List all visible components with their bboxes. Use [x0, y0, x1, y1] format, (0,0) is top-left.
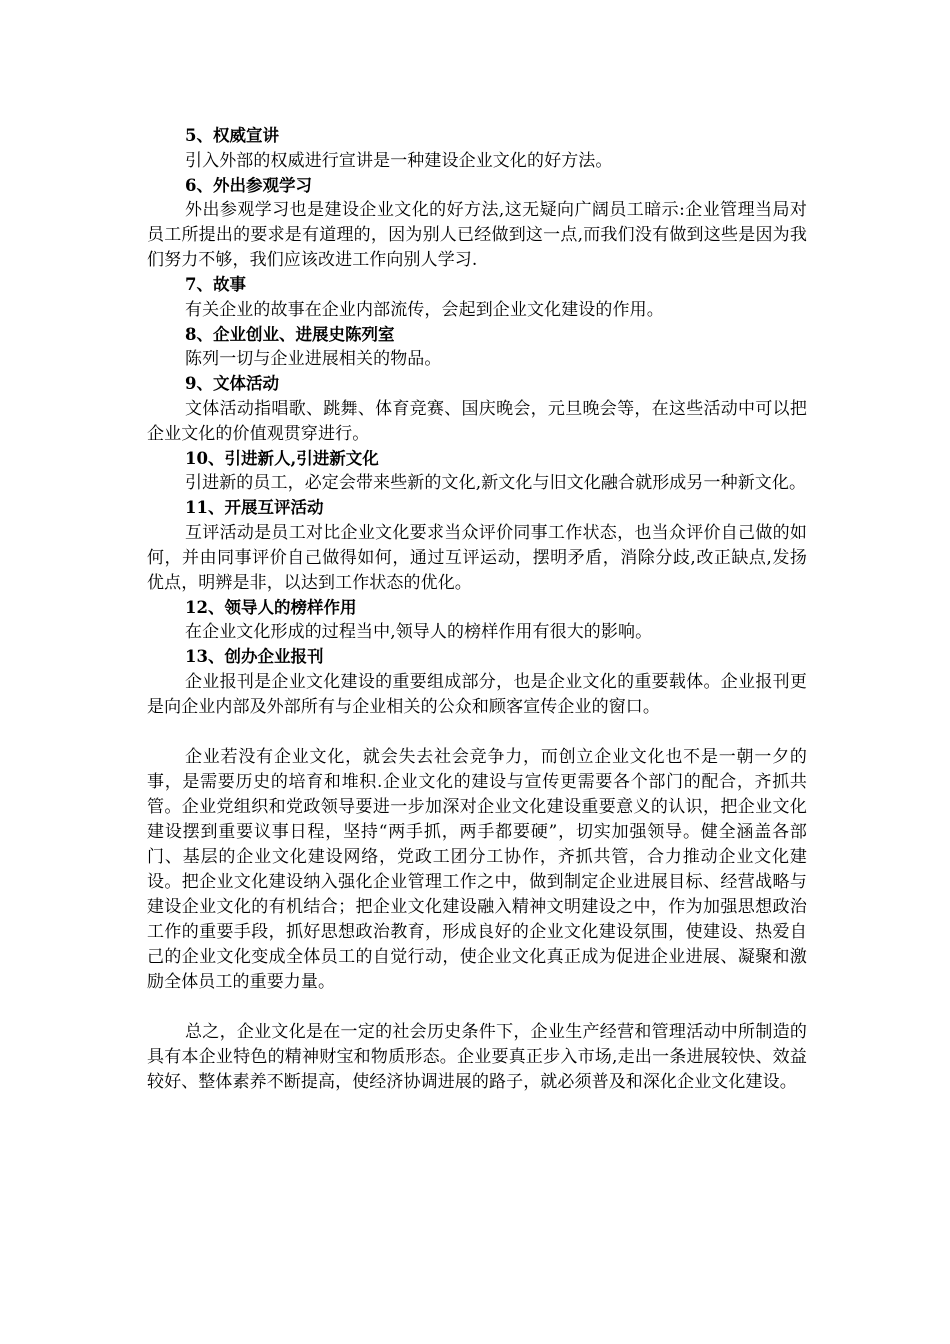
- section-text-12: 在企业文化形成的过程当中,领导人的榜样作用有很大的影响。: [185, 622, 653, 642]
- closing-paragraph-1: 企业若没有企业文化，就会失去社会竞争力，而创立企业文化也不是一朝一夕的事，是需要历史的培育和堆积.企业文化的建设与宣传更需要各个部门的配合，齐抓共管。企业党组织和党政领导要进一步加深对企业文化建设重要意义的认识，把企业文化建设摆到重要议事日程，坚持“两手抓，两手都要硬”，切实加强领导。健全涵盖各部门、基层的企业文化建设网络，党政工团分工协作，齐抓共管，合力推动企业文化建设。把企业文化建设纳入强化企业管理工作之中，做到制定企业进展目标、经营战略与建设企业文化的有机结合；把企业文化建设融入精神文明建设之中，作为加强思想政治工作的重要手段，抓好思想政治教育，形成良好的企业文化建设氛围，使建设、热爱自己的企业文化变成全体员工的自觉行动，使企业文化真正成为促进企业进展、凝聚和激励全体员工的重要力量。: [147, 746, 807, 992]
- section-heading-10: 10、引进新人,引进新文化: [185, 448, 379, 468]
- section-text-6: 外出参观学习也是建设企业文化的好方法,这无疑向广阔员工暗示:企业管理当局对员工所提出的要求是有道理的，因为别人已经做到这一点,而我们没有做到这些是因为我们努力不够，我们应该改进工作向别人学习.: [147, 200, 807, 270]
- section-text-11: 互评活动是员工对比企业文化要求当众评价同事工作状态，也当众评价自己做的如何，并由同事评价自己做得如何，通过互评运动，摆明矛盾，消除分歧,改正缺点,发扬优点，明辨是非，以达到工作状态的优化。: [147, 522, 807, 593]
- section-heading-11: 11、开展互评活动: [185, 498, 324, 517]
- section-heading-5: 5、权威宣讲: [185, 126, 279, 145]
- paragraph-spacer: [147, 720, 807, 745]
- section-text-7: 有关企业的故事在企业内部流传，会起到企业文化建设的作用。: [185, 299, 664, 320]
- section-text-5: 引入外部的权威进行宣讲是一种建设企业文化的好方法。: [185, 150, 613, 171]
- section-heading-7: 7、故事: [185, 275, 246, 294]
- section-heading-9: 9、文体活动: [185, 374, 279, 393]
- section-heading-8: 8、企业创业、进展史陈列室: [185, 324, 395, 344]
- section-text-13: 企业报刊是企业文化建设的重要组成部分，也是企业文化的重要载体。企业报刊更是向企业内部及外部所有与企业相关的公众和顾客宣传企业的窗口。: [147, 671, 807, 717]
- section-text-8: 陈列一切与企业进展相关的物品。: [185, 349, 442, 369]
- section-heading-12: 12、领导人的榜样作用: [185, 597, 357, 617]
- section-text-9: 文体活动指唱歌、跳舞、体育竞赛、国庆晚会，元旦晚会等，在这些活动中可以把企业文化的价值观贯穿进行。: [147, 398, 807, 444]
- section-heading-13: 13、创办企业报刊: [185, 647, 324, 666]
- closing-paragraph-2: 总之，企业文化是在一定的社会历史条件下，企业生产经营和管理活动中所制造的具有本企业特色的精神财宝和物质形态。企业要真正步入市场,走出一条进展较快、效益较好、整体素养不断提高，使经济协调进展的路子，就必须普及和深化企业文化建设。: [147, 1021, 807, 1092]
- section-heading-6: 6、外出参观学习: [185, 175, 312, 195]
- paragraph-spacer: [147, 995, 807, 1020]
- document-body: [147, 124, 807, 1095]
- section-text-10: 引进新的员工，必定会带来些新的文化,新文化与旧文化融合就形成另一种新文化。: [185, 473, 807, 493]
